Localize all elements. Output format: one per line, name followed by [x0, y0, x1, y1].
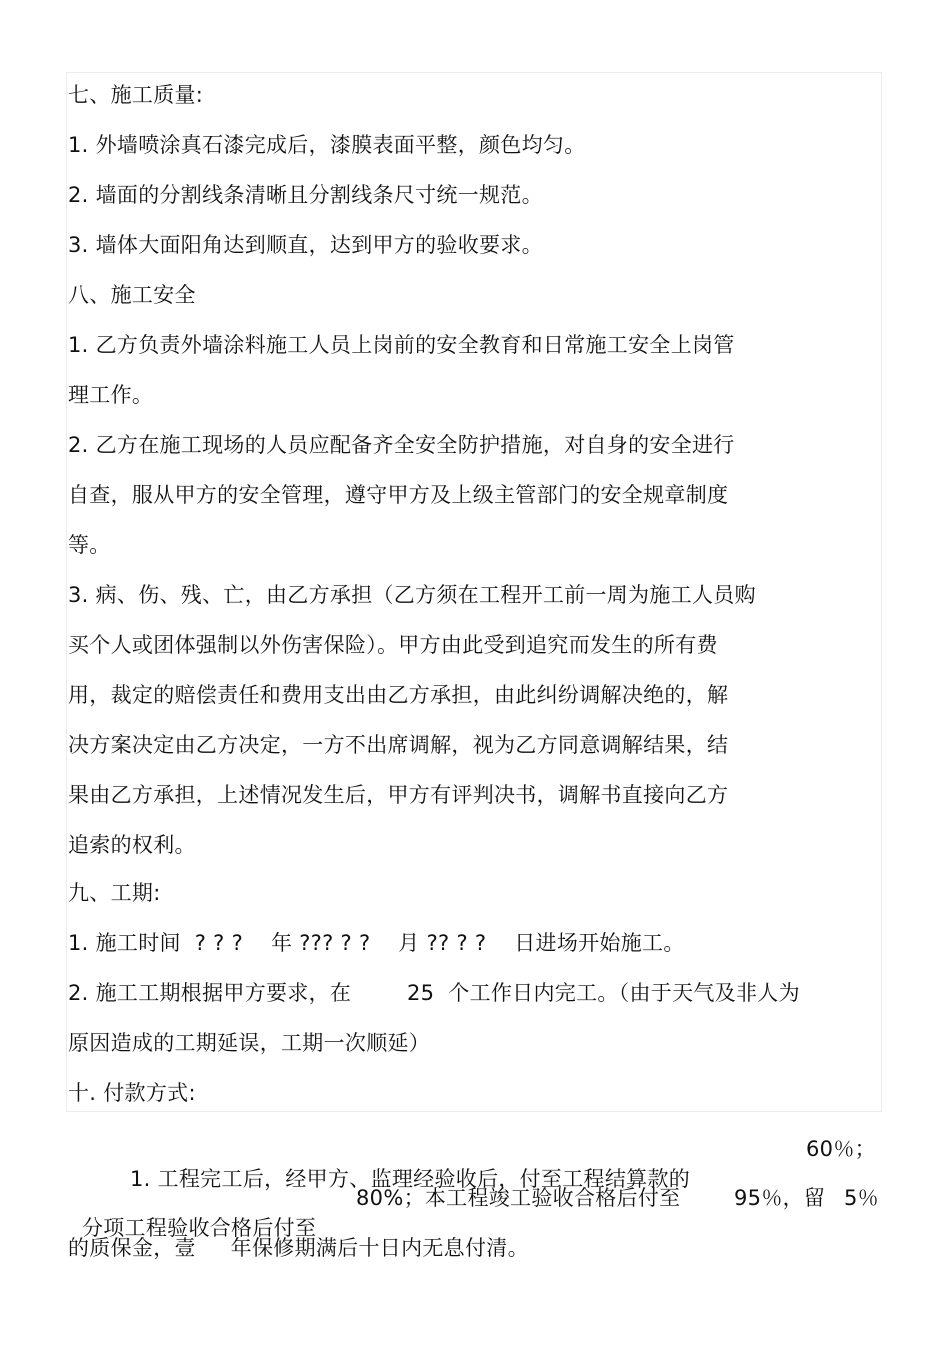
- safety-item-3-line-3: 用，裁定的赔偿责任和费用支出由乙方承担，由此纠纷调解决绝的，解: [68, 683, 729, 707]
- quality-item-1: 1. 外墙喷涂真石漆完成后，漆膜表面平整，颜色均匀。: [68, 133, 586, 157]
- payment-pct-5: 5％: [844, 1186, 879, 1210]
- quality-item-3: 3. 墙体大面阳角达到顺直，达到甲方的验收要求。: [68, 233, 543, 257]
- payment-item-1-line-3: 的质保金，壹 年保修期满后十日内无息付清。: [68, 1236, 529, 1260]
- safety-item-1-line-1: 1. 乙方负责外墙涂料施工人员上岗前的安全教育和日常施工安全上岗管: [68, 333, 735, 357]
- payment-pct-80: 80%；本工程竣工验收合格后付至: [356, 1186, 681, 1210]
- section-heading-payment: 十. 付款方式:: [68, 1081, 196, 1105]
- section-heading-schedule: 九、工期:: [68, 881, 161, 905]
- safety-item-2-line-2: 自查，服从甲方的安全管理，遵守甲方及上级主管部门的安全规章制度: [68, 483, 729, 507]
- safety-item-3-line-6: 追索的权利。: [68, 833, 196, 857]
- schedule-item-2-line-2: 原因造成的工期延误，工期一次顺延）: [68, 1031, 431, 1055]
- safety-item-3-line-4: 决方案决定由乙方决定，一方不出席调解，视为乙方同意调解结果，结: [68, 733, 729, 757]
- safety-item-3-line-1: 3. 病、伤、残、亡，由乙方承担（乙方须在工程开工前一周为施工人员购: [68, 583, 756, 607]
- safety-item-3-line-2: 买个人或团体强制以外伤害保险）。甲方由此受到追究而发生的所有费: [68, 633, 718, 657]
- safety-item-2-line-3: 等。: [68, 533, 111, 557]
- safety-item-3-line-5: 果由乙方承担，上述情况发生后，甲方有评判决书，调解书直接向乙方: [68, 783, 729, 807]
- schedule-item-2-line-1: 2. 施工工期根据甲方要求，在 25 个工作日内完工。（由于天气及非人为: [68, 981, 800, 1005]
- safety-item-1-line-2: 理工作。: [68, 383, 154, 407]
- payment-item-1-text-2: 分项工程验收合格后付至: [81, 1216, 317, 1240]
- section-heading-quality: 七、施工质量:: [68, 83, 204, 107]
- payment-pct-60: 60％；: [806, 1137, 876, 1161]
- payment-pct-95: 95％，留: [734, 1186, 826, 1210]
- schedule-item-1: 1. 施工时间 ? ? ? 年 ??? ? ? 月 ?? ? ? 日进场开始施工。: [68, 931, 685, 955]
- safety-item-2-line-1: 2. 乙方在施工现场的人员应配备齐全安全防护措施，对自身的安全进行: [68, 433, 735, 457]
- quality-item-2: 2. 墙面的分割线条清晰且分割线条尺寸统一规范。: [68, 183, 543, 207]
- section-heading-safety: 八、施工安全: [68, 283, 196, 307]
- payment-item-1-text: 1. 工程完工后，经甲方、监理经验收后，付至工程结算款的: [129, 1167, 691, 1191]
